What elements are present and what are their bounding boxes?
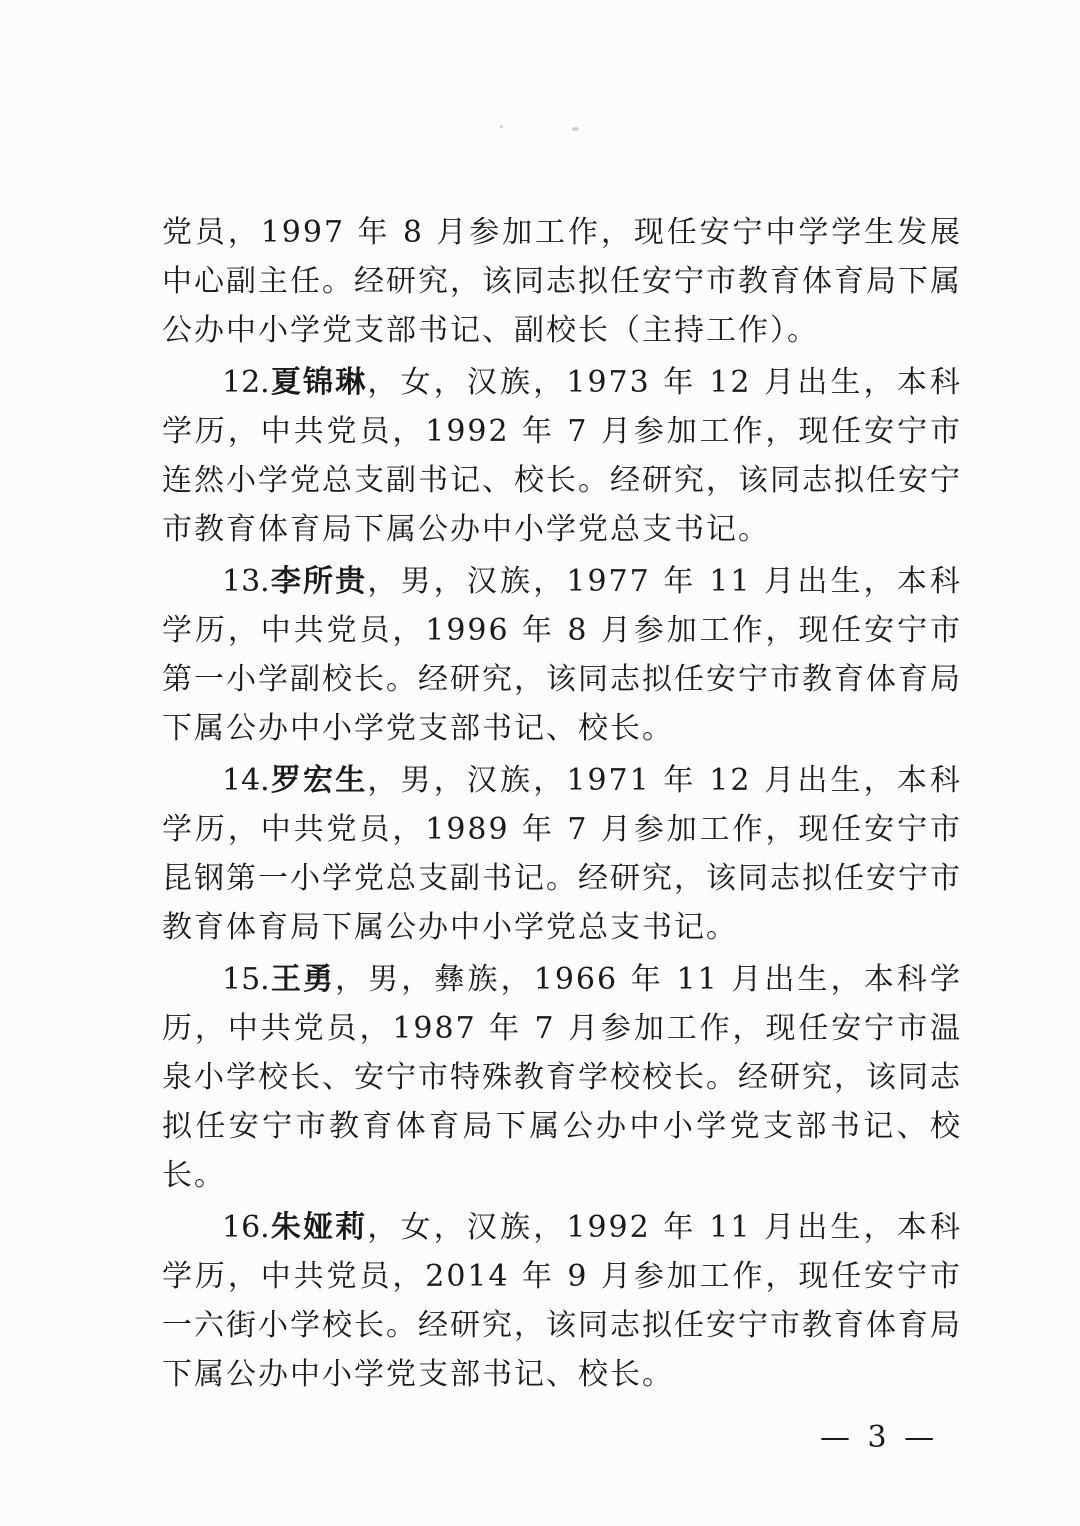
person-name: 朱娅莉 xyxy=(269,1210,368,1245)
person-name: 李所贵 xyxy=(269,564,368,599)
paragraph-item-12 xyxy=(162,358,962,554)
paragraph-text: ，男，彝族，1966 年 11 月出生，本科学历，中共党员，1987 年 7 月参加工作，现任安宁市温泉小学校长、安宁市特殊教育学校校长。经研究，该同志拟任安宁市教育体育局下属公办中小学党支部书记、校长。 xyxy=(162,962,962,1193)
item-number: 12. xyxy=(222,365,270,400)
item-number: 14. xyxy=(222,763,270,798)
person-name: 夏锦琳 xyxy=(269,365,368,400)
person-name: 王勇 xyxy=(269,962,336,997)
page-number: — 3 — xyxy=(820,1420,939,1455)
paragraph-text: 党员，1997 年 8 月参加工作，现任安宁中学学生发展中心副主任。经研究，该同志拟任安宁市教育体育局下属公办中小学党支部书记、副校长（主持工作）。 xyxy=(162,215,962,348)
item-number: 13. xyxy=(222,564,270,599)
paragraph-item-15 xyxy=(162,955,962,1200)
document-body xyxy=(162,208,962,1402)
paragraph-text: ，女，汉族，1992 年 11 月出生，本科学历，中共党员，2014 年 9 月参加工作，现任安宁市一六街小学校长。经研究，该同志拟任安宁市教育体育局下属公办中小学党支部书记、校长。 xyxy=(162,1210,962,1392)
person-name: 罗宏生 xyxy=(269,763,368,798)
paragraph-text: ，女，汉族，1973 年 12 月出生，本科学历，中共党员，1992 年 7 月参加工作，现任安宁市连然小学党总支副书记、校长。经研究，该同志拟任安宁市教育体育局下属公办中小学党总支书记。 xyxy=(162,365,962,547)
paragraph-text: ，男，汉族，1977 年 11 月出生，本科学历，中共党员，1996 年 8 月参加工作，现任安宁市第一小学副校长。经研究，该同志拟任安宁市教育体育局下属公办中小学党支部书记、校长。 xyxy=(162,564,962,746)
paragraph-item-13 xyxy=(162,557,962,753)
item-number: 16. xyxy=(222,1210,270,1245)
paragraph-item-16 xyxy=(162,1203,962,1399)
paragraph-item-14 xyxy=(162,756,962,952)
paragraph-continued xyxy=(162,208,962,355)
scan-speck xyxy=(572,127,579,131)
scan-speck xyxy=(500,125,503,128)
paragraph-text: ，男，汉族，1971 年 12 月出生，本科学历，中共党员，1989 年 7 月参加工作，现任安宁市昆钢第一小学党总支副书记。经研究，该同志拟任安宁市教育体育局下属公办中小学党总支书记。 xyxy=(162,763,962,945)
item-number: 15. xyxy=(222,962,270,997)
